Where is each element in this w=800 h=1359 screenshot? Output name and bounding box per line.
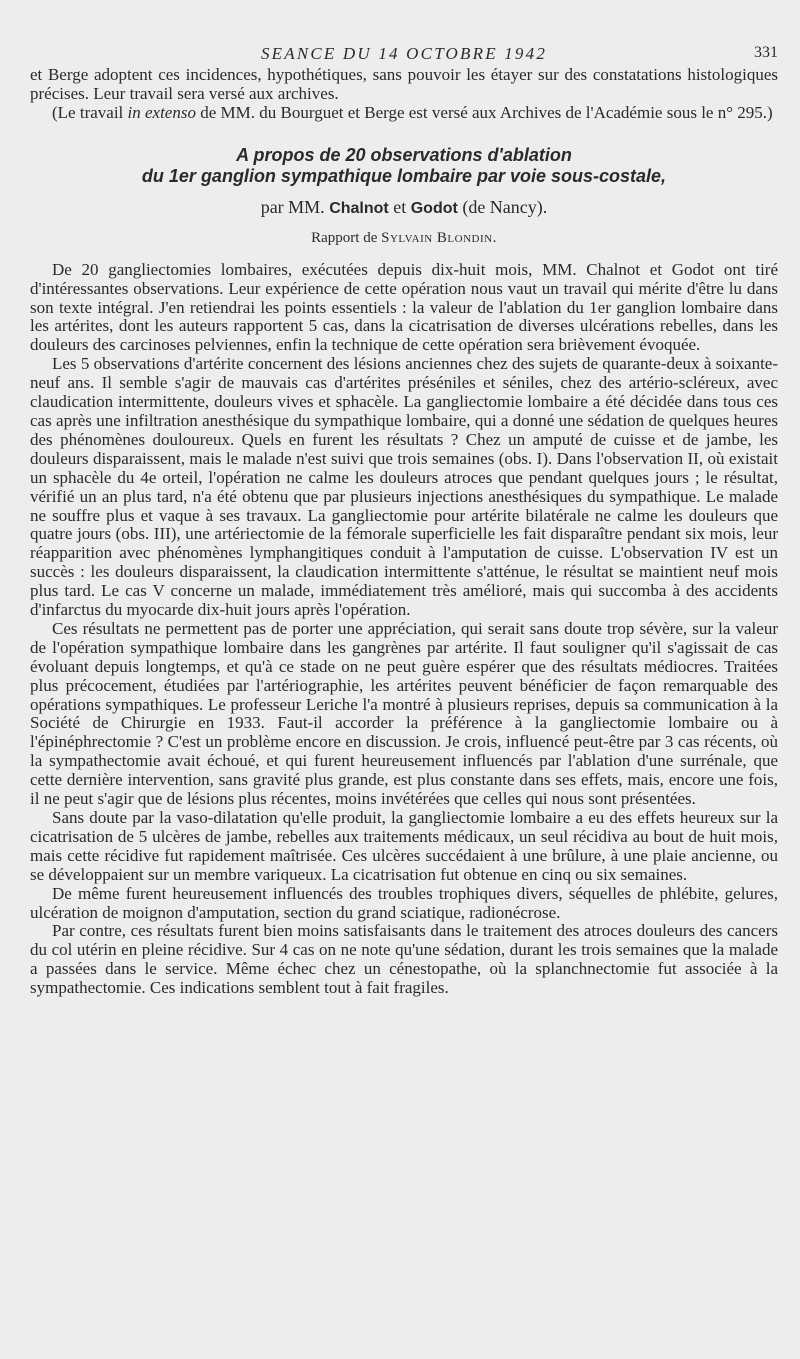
authors-affiliation: (de Nancy). bbox=[462, 196, 548, 217]
archive-note bbox=[30, 104, 778, 123]
archive-note-before: (Le travail bbox=[52, 102, 128, 122]
running-title: SEANCE DU 14 OCTOBRE 1942 bbox=[260, 44, 548, 63]
running-header bbox=[30, 36, 778, 66]
archive-note-after: de MM. du Bourguet et Berge est versé aux Archives de l'Académie sous le n° 295.) bbox=[195, 102, 773, 122]
article-title-line-1: A propos de 20 observations d'ablation bbox=[236, 144, 572, 165]
body-paragraph: Sans doute par la vaso-dilatation qu'elle produit, la gangliectomie lombaire a eu des effets heureux sur la cicatrisation de 5 ulcères de jambe, rebelles aux traitements médicaux, un seul récidiva au bout de huit mois, mais cette récidive fut rapidement maîtrisée. Ces ulcères succédaient à une brûlure, à une plaie ancienne, ou se développaient sur un membre variqueux. La cicatrisation fut obtenue en cinq ou six semaines. bbox=[30, 808, 778, 884]
authors-prefix: par MM. bbox=[260, 196, 325, 217]
intro-paragraph: et Berge adoptent ces incidences, hypothétiques, sans pouvoir les étayer sur des constatations histologiques précises. Leur travail sera versé aux archives. bbox=[30, 65, 778, 103]
article-authors bbox=[30, 197, 778, 218]
report-byline bbox=[30, 230, 778, 247]
body-paragraph: Ces résultats ne permettent pas de porter une appréciation, qui serait sans doute trop sévère, sur la valeur de l'opération sympathique lombaire dans les gangrènes par artérite. Il faut souligner qu'il s'agissait de cas évoluant depuis longtemps, et qu'à ce stade on ne peut guère espérer que des résultats médiocres. Traitées plus précocement, étudiées par l'artériographie, les artérites peuvent bénéficier de façon remarquable des opérations sympathiques. Le professeur Leriche l'a montré à plusieurs reprises, depuis sa communication à la Société de Chirurgie en 1933. Faut-il accorder la préférence à la gangliectomie lombaire ou à l'épinéphrectomie ? C'est un problème encore en discussion. Je crois, influencé peut-être par 3 cas récents, où la sympathectomie avait échoué, et qui furent heureusement influencés par l'ablation d'une surrénale, que cette dernière intervention, sans gravité plus grande, est plus constante dans ses effets, mais, encore une fois, il ne peut s'agir que de lésions plus récentes, moins invétérées que celles qui nous sont présentées. bbox=[30, 618, 778, 809]
article-title bbox=[30, 145, 778, 187]
body-paragraph: De même furent heureusement influencés des troubles trophiques divers, séquelles de phlébite, gelures, ulcération de moignon d'amputation, section du grand sciatique, radionécrose. bbox=[30, 883, 778, 922]
reporter-name: Sylvain Blondin. bbox=[381, 229, 497, 246]
author-name: Godot bbox=[410, 199, 458, 217]
archive-note-italic: in extenso bbox=[127, 102, 196, 122]
article-title-line-2: du 1er ganglion sympathique lombaire par voie sous-costale, bbox=[141, 165, 667, 186]
body-paragraph: Les 5 observations d'artérite concernent des lésions anciennes chez des sujets de quarante-deux à soixante-neuf ans. Il semble s'agir de mauvais cas d'artérites préséniles et séniles, chez des artério-scléreux, avec claudication intermittente, douleurs vives et sphacèle. La gangliectomie lombaire a été décidée dans tous ces cas après une infiltration anesthésique du sympathique lombaire, qui a donné une sédation de quelques heures des phénomènes douloureux. Quels en furent les résultats ? Chez un amputé de cuisse et de jambe, les douleurs disparaissent, mais le malade n'est suivi que trois semaines (obs. I). Dans l'observation II, où existait un sphacèle du 4e orteil, l'opération ne calme les douleurs atroces que pendant quelques jours ; le résultat, vérifié un an plus tard, n'a été obtenu que par plusieurs injections anesthésiques du sympathique. Le malade ne souffre plus et vaque à ses travaux. La gangliectomie pour artérite bilatérale ne calme les douleurs que quatre jours (obs. III), une artériectomie de la fémorale superficielle les fait disparaître pendant six mois, leur réapparition avec phénomènes lymphangitiques conduit à l'amputation de cuisse. L'observation IV est un succès : les douleurs disparaissent, la claudication intermittente s'atténue, le résultat se maintient neuf mois plus tard. Le cas V concerne un malade, immédiatement très amélioré, mais qui succomba à des accidents d'infarctus du myocarde dix-huit jours après l'opération. bbox=[30, 354, 778, 620]
body-paragraph: Par contre, ces résultats furent bien moins satisfaisants dans le traitement des atroces douleurs des cancers du col utérin en pleine récidive. Sur 4 cas on ne note qu'une sédation, durant les trois semaines que la malade a passées dans le service. Même échec chez un cénestopathe, où la splanchnectomie fut associée à la sympathectomie. Ces indications semblent tout à fait fragiles. bbox=[30, 921, 778, 998]
authors-conjunction: et bbox=[393, 196, 407, 217]
body-paragraph: De 20 gangliectomies lombaires, exécutées depuis dix-huit mois, MM. Chalnot et Godot ont tiré d'intéressantes observations. Leur expérience de cette opération nous vaut un travail qui mérite d'être lu dans son texte intégral. J'en retiendrai les points essentiels : la valeur de l'ablation du 1er ganglion lombaire dans les artérites, dont les auteurs rapportent 5 cas, dans la cicatrisation de diverses ulcérations rebelles, dans les douleurs des carcinoses pelviennes, enfin la technique de cette opération sera brièvement évoquée. bbox=[30, 259, 778, 355]
author-name: Chalnot bbox=[329, 199, 389, 217]
report-label: Rapport de bbox=[311, 229, 378, 246]
page-number: 331 bbox=[754, 44, 778, 61]
